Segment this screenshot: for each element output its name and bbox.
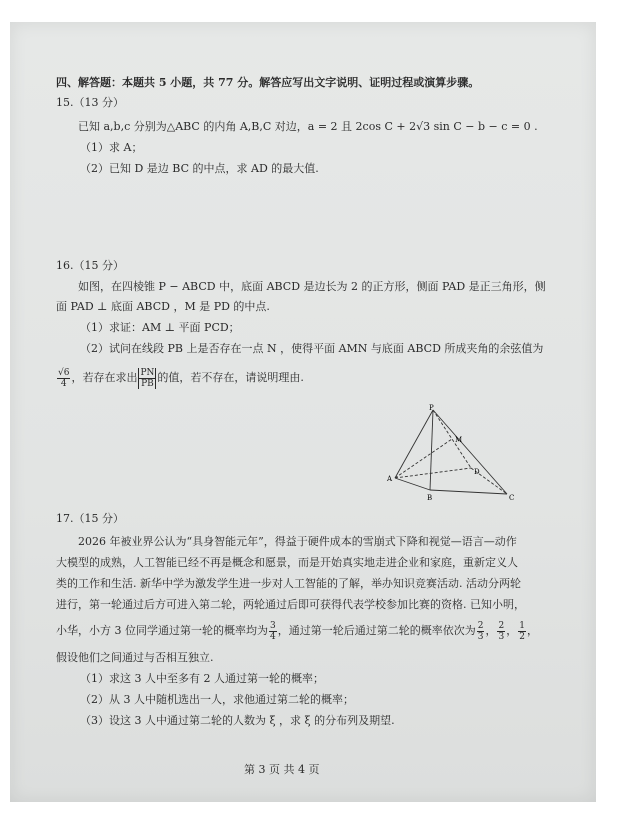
p-second-xiaofang	[518, 621, 526, 642]
q17-line5	[56, 618, 538, 644]
q15-stem: 已知 a,b,c 分别为△ABC 的内角 A,B,C 对边，a = 2 且 2cos C + 2√3 sin C − b − c = 0 .	[78, 120, 538, 133]
edge-PB	[430, 410, 433, 490]
label-P: P	[429, 404, 434, 412]
p4-den: 2	[519, 631, 525, 642]
segment-AM	[395, 439, 452, 478]
p1-den: 4	[270, 631, 276, 642]
label-D: D	[474, 468, 480, 476]
ratio-fraction	[138, 368, 156, 389]
edge-PA	[395, 410, 433, 478]
q16-part1: （1）求证：AM ⊥ 平面 PCD；	[80, 321, 240, 334]
p4-num: 1	[519, 620, 525, 631]
p-first-round	[269, 621, 277, 642]
label-C: C	[509, 494, 515, 502]
section-title: 四、解答题：本题共 5 小题，共 77 分。解答应写出文字说明、证明过程或演算步骤。	[56, 76, 480, 89]
sep-2: ，	[506, 624, 518, 637]
q17-line2: 大模型的成熟，人工智能已经不再是概念和愿景，而是开始真实地走进企业和家庭，重新定义人	[56, 556, 518, 569]
q16-part2-line1: （2）试问在线段 PB 上是否存在一点 N ，使得平面 AMN 与底面 ABCD 所成夹角的余弦值为	[80, 342, 544, 355]
q17-line1: 2026 年被业界公认为“具身智能元年”，得益于硬件成本的雪崩式下降和视觉—语言—动作	[78, 535, 517, 548]
p-second-xiaoming	[477, 621, 485, 642]
q16-stem-line1: 如图，在四棱锥 P − ABCD 中，底面 ABCD 是边长为 2 的正方形，侧面 PAD 是正三角形，侧	[78, 280, 546, 293]
p1-num: 3	[270, 620, 276, 631]
sep-1: ，	[485, 624, 497, 637]
ratio-numerator: PN	[140, 367, 155, 378]
q16-header: 16.（15 分）	[56, 259, 124, 272]
q15-part1: （1）求 A；	[80, 141, 143, 154]
q17-line5-a: 小华，小方 3 位同学通过第一轮的概率均为	[56, 624, 268, 637]
q16-part2-line2	[56, 366, 304, 390]
q16-part2-tail: 的值，若不存在，请说明理由.	[157, 371, 304, 384]
pyramid-figure	[385, 402, 525, 502]
edge-PD	[433, 410, 471, 468]
q16-part2-text: ，若存在求出	[71, 371, 138, 384]
ratio-denominator: PB	[138, 379, 156, 389]
q15-part2: （2）已知 D 是边 BC 的中点，求 AD 的最大值.	[80, 162, 319, 175]
q17-part2: （2）从 3 人中随机选出一人，求他通过第二轮的概率；	[80, 693, 354, 706]
label-B: B	[427, 494, 433, 502]
cos-numerator: √6	[58, 367, 70, 378]
p2-num: 2	[477, 620, 484, 631]
label-A: A	[387, 475, 393, 483]
page-footer: 第 3 页 共 4 页	[244, 763, 320, 776]
q17-line5-end: ，	[526, 624, 538, 637]
q17-header: 17.（15 分）	[56, 512, 124, 525]
q15-header: 15.（13 分）	[56, 96, 124, 109]
q17-line3: 类的工作和生活. 新华中学为激发学生进一步对人工智能的了解，举办知识竞赛活动. 活动分两轮	[56, 577, 521, 590]
q17-line6: 假设他们之间通过与否相互独立.	[56, 651, 214, 664]
p2-den: 3	[477, 631, 484, 642]
edge-PC	[433, 410, 507, 494]
q17-part3: （3）设这 3 人中通过第二轮的人数为 ξ ，求 ξ 的分布列及期望.	[80, 714, 395, 727]
label-M: M	[455, 436, 463, 444]
q17-part1: （1）求这 3 人中至多有 2 人通过第一轮的概率；	[80, 672, 324, 685]
cos-fraction	[57, 368, 70, 389]
p-second-xiaohua	[497, 621, 505, 642]
p3-den: 3	[498, 631, 505, 642]
cos-denominator: 4	[60, 378, 67, 389]
edge-AD	[395, 468, 471, 478]
p3-num: 2	[498, 620, 505, 631]
q16-stem-line2: 面 PAD ⊥ 底面 ABCD ，M 是 PD 的中点.	[56, 300, 270, 313]
q17-line4: 进行，第一轮通过后方可进入第二轮，两轮通过后即可获得代表学校参加比赛的资格. 已知小明，	[56, 598, 525, 611]
q17-line5-b: ，通过第一轮后通过第二轮的概率依次为	[277, 624, 476, 637]
edge-AB	[395, 478, 430, 490]
edge-BC	[430, 490, 507, 494]
